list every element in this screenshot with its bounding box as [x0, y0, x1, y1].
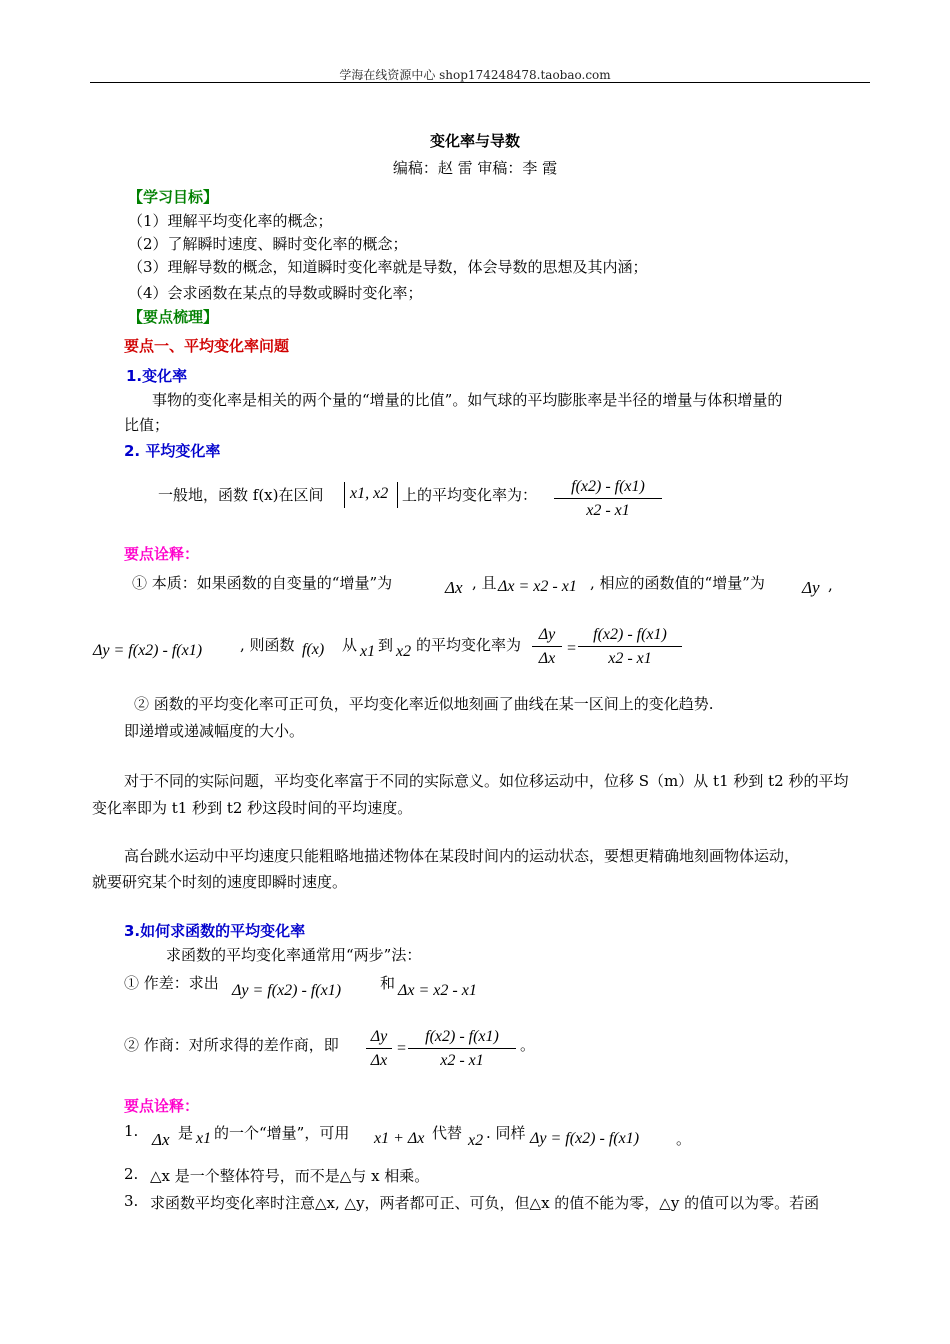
note1-l2-b: 从	[342, 636, 358, 654]
para2-line-a: 高台跳水运动中平均速度只能粗略地描述物体在某段时间内的运动状态，要想更精确地刻画物体运动，	[124, 847, 800, 865]
avg-rate-numerator: f(x2) - f(x1)	[554, 478, 662, 499]
step1-eq: Δy = f(x2) - f(x1)	[232, 982, 342, 999]
diff-quotient-fraction	[578, 626, 682, 668]
note2-i1-b: 的一个“增量”，可用	[214, 1124, 350, 1142]
note1-l2-eqsign: =	[566, 640, 577, 657]
note1-l1-eq: Δx = x2 - x1	[498, 578, 577, 595]
diff-quotient-numerator: f(x2) - f(x1)	[578, 626, 682, 647]
note1-l1-a: ① 本质：如果函数的自变量的“增量”为	[132, 574, 393, 592]
note2-i1-e: 。	[676, 1130, 692, 1148]
note2-heading: 要点诠释：	[124, 1097, 200, 1115]
note2-i1-a: 是	[178, 1124, 194, 1142]
note1-heading: 要点诠释：	[124, 545, 200, 563]
note1-l4: 即递增或递减幅度的大小。	[124, 722, 305, 740]
sub1-line2: 比值；	[124, 416, 170, 434]
note1-l2-d: 的平均变化率为	[416, 636, 522, 654]
note1-l1-d: ,	[828, 576, 833, 594]
note2-i1-expr: x1 + Δx	[374, 1130, 425, 1147]
note2-i2-text: △x 是一个整体符号，而不是△与 x 相乘。	[150, 1167, 430, 1185]
step2-diff-numerator: f(x2) - f(x1)	[408, 1028, 516, 1049]
diff-quotient-denominator: x2 - x1	[608, 650, 652, 667]
para2-line-b: 就要研究某个时刻的速度即瞬时速度。	[92, 873, 348, 891]
note2-i1-number: 1.	[124, 1122, 139, 1140]
step1-text-b: 和	[380, 974, 396, 992]
note1-l2-a: , 则函数	[240, 636, 295, 654]
sub3-heading: 3.如何求函数的平均变化率	[124, 922, 306, 940]
sub2-heading: 2. 平均变化率	[124, 442, 221, 460]
avg-rate-denominator: x2 - x1	[586, 502, 630, 519]
step1-text-a: ① 作差：求出	[124, 974, 219, 992]
step2-text-b: 。	[520, 1036, 536, 1054]
avg-rate-fraction	[554, 478, 662, 520]
note2-i3-text: 求函数平均变化率时注意△x, △y，两者都可正、可负，但△x 的值不能为零，△y 的值可以为零。若函	[150, 1194, 820, 1212]
note2-i1-c: 代替	[432, 1124, 463, 1142]
dy-dx-fraction	[532, 626, 562, 668]
step2-dy-dx-fraction	[366, 1028, 392, 1070]
dx-denominator: Δx	[538, 650, 556, 667]
step2-dy-numerator: Δy	[366, 1028, 392, 1049]
step2-text-a: ② 作商：对所求得的差作商，即	[124, 1036, 339, 1054]
step1-eq2: Δx = x2 - x1	[398, 982, 477, 999]
dy-numerator: Δy	[532, 626, 562, 647]
interval-expr: x1, x2	[350, 485, 389, 502]
sub2-text-b: 上的平均变化率为：	[402, 486, 538, 504]
note2-i1-d: . 同样	[486, 1124, 526, 1142]
para1-line-a: 对于不同的实际问题，平均变化率富于不同的实际意义。如位移运动中，位移 S（m）从 t1 秒到 t2 秒的平均	[124, 772, 849, 790]
header-rule	[90, 82, 870, 83]
step2-diff-fraction	[408, 1028, 516, 1070]
step2-dx-denominator: Δx	[370, 1052, 388, 1069]
note1-l1-b: , 且	[472, 574, 497, 592]
sub2-text-a: 一般地，函数 f(x)在区间	[158, 486, 324, 504]
note1-l2-fx: f(x)	[302, 641, 325, 658]
goal-item-1: （1）理解平均变化率的概念；	[128, 212, 333, 230]
point1-heading: 要点一、平均变化率问题	[124, 337, 290, 355]
step2-eqsign: =	[396, 1040, 407, 1057]
doc-author: 编稿：赵 雷 审稿：李 霞	[392, 159, 558, 177]
note2-i1-x2: x2	[468, 1132, 484, 1149]
note2-i1-dx: Δx	[152, 1130, 170, 1149]
sub1-line1: 事物的变化率是相关的两个量的“增量的比值”。如气球的平均膨胀率是半径的增量与体积增量的	[152, 391, 783, 409]
page-header: 学海在线资源中心 shop174248478.taobao.com	[339, 68, 611, 82]
note1-l3: ② 函数的平均变化率可正可负，平均变化率近似地刻画了曲线在某一区间上的变化趋势.	[134, 695, 714, 713]
goal-item-4: （4）会求函数在某点的导数或瞬时变化率；	[128, 284, 423, 302]
goal-item-3: （3）理解导数的概念，知道瞬时变化率就是导数，体会导数的思想及其内涵；	[128, 258, 648, 276]
note1-l2-x1: x1	[360, 643, 376, 660]
goal-item-2: （2）了解瞬时速度、瞬时变化率的概念；	[128, 235, 408, 253]
note1-l1-dy: Δy	[802, 578, 820, 597]
note1-l2-c: 到	[378, 636, 394, 654]
note2-i1-eq: Δy = f(x2) - f(x1)	[530, 1130, 640, 1147]
doc-title: 变化率与导数	[429, 132, 520, 150]
note2-i1-x1: x1	[196, 1130, 212, 1147]
note1-l1-c: , 相应的函数值的“增量”为	[590, 574, 765, 592]
sub3-intro: 求函数的平均变化率通常用“两步”法：	[166, 946, 422, 964]
points-heading: 【要点梳理】	[128, 308, 219, 326]
note2-i3-number: 3.	[124, 1192, 139, 1210]
sub1-heading: 1.变化率	[126, 367, 188, 385]
note1-l2-x2: x2	[396, 643, 412, 660]
step2-diff-denominator: x2 - x1	[440, 1052, 484, 1069]
note2-i2-number: 2.	[124, 1165, 139, 1183]
goals-heading: 【学习目标】	[128, 188, 219, 206]
note1-l2-eq: Δy = f(x2) - f(x1)	[93, 642, 203, 659]
note1-l1-dx: Δx	[445, 578, 463, 597]
para1-line-b: 变化率即为 t1 秒到 t2 秒这段时间的平均速度。	[92, 799, 413, 817]
